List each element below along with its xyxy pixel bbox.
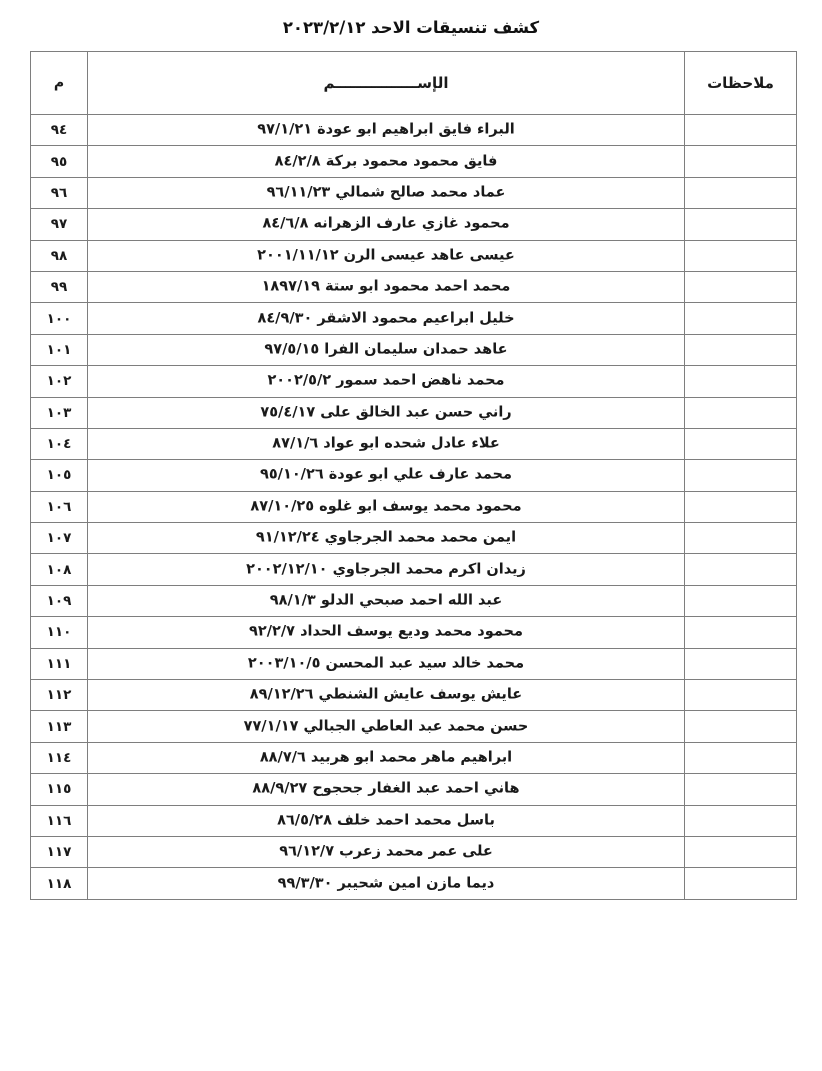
cell-name <box>88 554 685 585</box>
table-row <box>31 303 797 334</box>
coordinations-table <box>30 51 797 900</box>
cell-name-text: محمد احمد محمود ابو ستة ١٨٩٧/١٩ <box>261 278 511 295</box>
cell-name <box>88 240 685 271</box>
cell-name-text: على عمر محمد زعرب ٩٦/١٢/٧ <box>279 843 493 860</box>
cell-name <box>88 774 685 805</box>
coordinations-table-wrapper <box>25 51 797 900</box>
cell-name <box>88 648 685 679</box>
cell-notes <box>685 428 797 459</box>
cell-notes <box>685 617 797 648</box>
cell-name-text: فايق محمود محمود بركة ٨٤/٢/٨ <box>274 153 498 170</box>
cell-number: ١٠٤ <box>31 428 88 459</box>
cell-number: ٩٥ <box>31 146 88 177</box>
cell-notes <box>685 209 797 240</box>
cell-name-text: راني حسن عبد الخالق على ٧٥/٤/١٧ <box>260 404 512 421</box>
table-row <box>31 617 797 648</box>
cell-name-text: هاني احمد عبد الغفار جحجوح ٨٨/٩/٢٧ <box>252 780 520 797</box>
cell-name-text: زيدان اكرم محمد الجرجاوي ٢٠٠٢/١٢/١٠ <box>246 561 526 578</box>
cell-name <box>88 271 685 302</box>
cell-name-text: محمود محمد وديع يوسف الحداد ٩٢/٢/٧ <box>249 623 523 640</box>
cell-number: ١١٨ <box>31 868 88 899</box>
table-header-row <box>31 52 797 115</box>
cell-number: ١٠٠ <box>31 303 88 334</box>
table-row <box>31 460 797 491</box>
cell-number: ١٠٢ <box>31 366 88 397</box>
table-row <box>31 240 797 271</box>
cell-notes <box>685 115 797 146</box>
cell-name <box>88 428 685 459</box>
table-body <box>31 115 797 900</box>
cell-notes <box>685 146 797 177</box>
cell-name <box>88 617 685 648</box>
table-row <box>31 585 797 616</box>
cell-name-text: محمود غازي عارف الزهرانه ٨٤/٦/٨ <box>262 215 510 232</box>
table-row <box>31 648 797 679</box>
table-row <box>31 177 797 208</box>
cell-name <box>88 711 685 742</box>
cell-name-text: عماد محمد صالح شمالي ٩٦/١١/٢٣ <box>266 184 506 201</box>
cell-notes <box>685 177 797 208</box>
cell-number: ١١٧ <box>31 836 88 867</box>
table-row <box>31 774 797 805</box>
cell-name <box>88 397 685 428</box>
cell-number: ١١٠ <box>31 617 88 648</box>
table-row <box>31 742 797 773</box>
table-row <box>31 836 797 867</box>
cell-notes <box>685 742 797 773</box>
cell-notes <box>685 680 797 711</box>
table-row <box>31 334 797 365</box>
table-row <box>31 397 797 428</box>
table-row <box>31 366 797 397</box>
cell-name <box>88 585 685 616</box>
cell-notes <box>685 648 797 679</box>
cell-notes <box>685 711 797 742</box>
cell-name-text: ابراهيم ماهر محمد ابو هربيد ٨٨/٧/٦ <box>259 749 513 766</box>
cell-name-text: محمود محمد يوسف ابو غلوه ٨٧/١٠/٢٥ <box>250 498 522 515</box>
cell-notes <box>685 523 797 554</box>
cell-notes <box>685 836 797 867</box>
cell-name <box>88 491 685 522</box>
cell-name <box>88 334 685 365</box>
cell-notes <box>685 554 797 585</box>
cell-name-text: عايش يوسف عايش الشنطي ٨٩/١٢/٢٦ <box>249 686 523 703</box>
cell-notes <box>685 585 797 616</box>
cell-name-text: عاهد حمدان سليمان الفرا ٩٧/٥/١٥ <box>264 341 508 358</box>
cell-name <box>88 460 685 491</box>
cell-number: ١١٥ <box>31 774 88 805</box>
table-row <box>31 523 797 554</box>
cell-name-text: محمد عارف علي ابو عودة ٩٥/١٠/٢٦ <box>259 466 512 483</box>
cell-name <box>88 115 685 146</box>
table-row <box>31 271 797 302</box>
cell-name-text: علاء عادل شحده ابو عواد ٨٧/١/٦ <box>272 435 500 452</box>
cell-number: ١١١ <box>31 648 88 679</box>
cell-name <box>88 742 685 773</box>
cell-number: ٩٦ <box>31 177 88 208</box>
cell-number: ١٠٧ <box>31 523 88 554</box>
cell-number: ١١٤ <box>31 742 88 773</box>
cell-number: ٩٨ <box>31 240 88 271</box>
column-header-number: م <box>31 52 88 115</box>
table-row <box>31 711 797 742</box>
table-row <box>31 491 797 522</box>
cell-number: ١٠٩ <box>31 585 88 616</box>
cell-number: ٩٩ <box>31 271 88 302</box>
cell-name-text: باسل محمد احمد خلف ٨٦/٥/٢٨ <box>277 812 495 829</box>
table-row <box>31 209 797 240</box>
cell-notes <box>685 397 797 428</box>
cell-notes <box>685 774 797 805</box>
cell-notes <box>685 366 797 397</box>
table-head <box>31 52 797 115</box>
column-header-name-label: الإســــــــــــــــم <box>323 74 449 92</box>
cell-notes <box>685 491 797 522</box>
cell-name-text: عبد الله احمد صبحي الدلو ٩٨/١/٣ <box>269 592 503 609</box>
cell-name-text: محمد ناهض احمد سمور ٢٠٠٢/٥/٢ <box>267 372 505 389</box>
cell-name-text: خليل ابراعيم محمود الاشقر ٨٤/٩/٣٠ <box>257 310 515 327</box>
cell-name-text: البراء فايق ابراهيم ابو عودة ٩٧/١/٢١ <box>257 121 515 138</box>
cell-name <box>88 146 685 177</box>
cell-name-text: ايمن محمد محمد الجرجاوي ٩١/١٢/٢٤ <box>255 529 517 546</box>
table-row <box>31 868 797 899</box>
cell-number: ١٠٥ <box>31 460 88 491</box>
cell-name <box>88 177 685 208</box>
cell-name <box>88 805 685 836</box>
table-row <box>31 146 797 177</box>
table-row <box>31 680 797 711</box>
cell-notes <box>685 271 797 302</box>
page-title: كشف تنسيقات الاحد ٢٠٢٣/٢/١٢ <box>282 18 540 37</box>
cell-name <box>88 366 685 397</box>
cell-number: ٩٧ <box>31 209 88 240</box>
cell-notes <box>685 805 797 836</box>
cell-name-text: حسن محمد عبد العاطي الجبالي ٧٧/١/١٧ <box>243 718 529 735</box>
cell-notes <box>685 460 797 491</box>
cell-name-text: محمد خالد سيد عبد المحسن ٢٠٠٣/١٠/٥ <box>247 655 525 672</box>
cell-name <box>88 303 685 334</box>
cell-name <box>88 680 685 711</box>
column-header-name <box>88 52 685 115</box>
cell-notes <box>685 303 797 334</box>
table-row <box>31 428 797 459</box>
cell-number: ٩٤ <box>31 115 88 146</box>
cell-number: ١١٦ <box>31 805 88 836</box>
cell-name <box>88 836 685 867</box>
cell-name <box>88 523 685 554</box>
cell-notes <box>685 240 797 271</box>
cell-notes <box>685 868 797 899</box>
table-row <box>31 554 797 585</box>
cell-number: ١١٢ <box>31 680 88 711</box>
cell-name <box>88 209 685 240</box>
cell-number: ١٠٨ <box>31 554 88 585</box>
cell-number: ١١٣ <box>31 711 88 742</box>
cell-number: ١٠٦ <box>31 491 88 522</box>
cell-number: ١٠٣ <box>31 397 88 428</box>
cell-name-text: عيسى عاهد عيسى الرن ٢٠٠١/١١/١٢ <box>257 247 515 264</box>
cell-number: ١٠١ <box>31 334 88 365</box>
cell-name <box>88 868 685 899</box>
column-header-notes: ملاحظات <box>685 52 797 115</box>
cell-notes <box>685 334 797 365</box>
table-row <box>31 805 797 836</box>
cell-name-text: ديما مازن امين شحيبر ٩٩/٣/٣٠ <box>277 875 495 892</box>
table-row <box>31 115 797 146</box>
